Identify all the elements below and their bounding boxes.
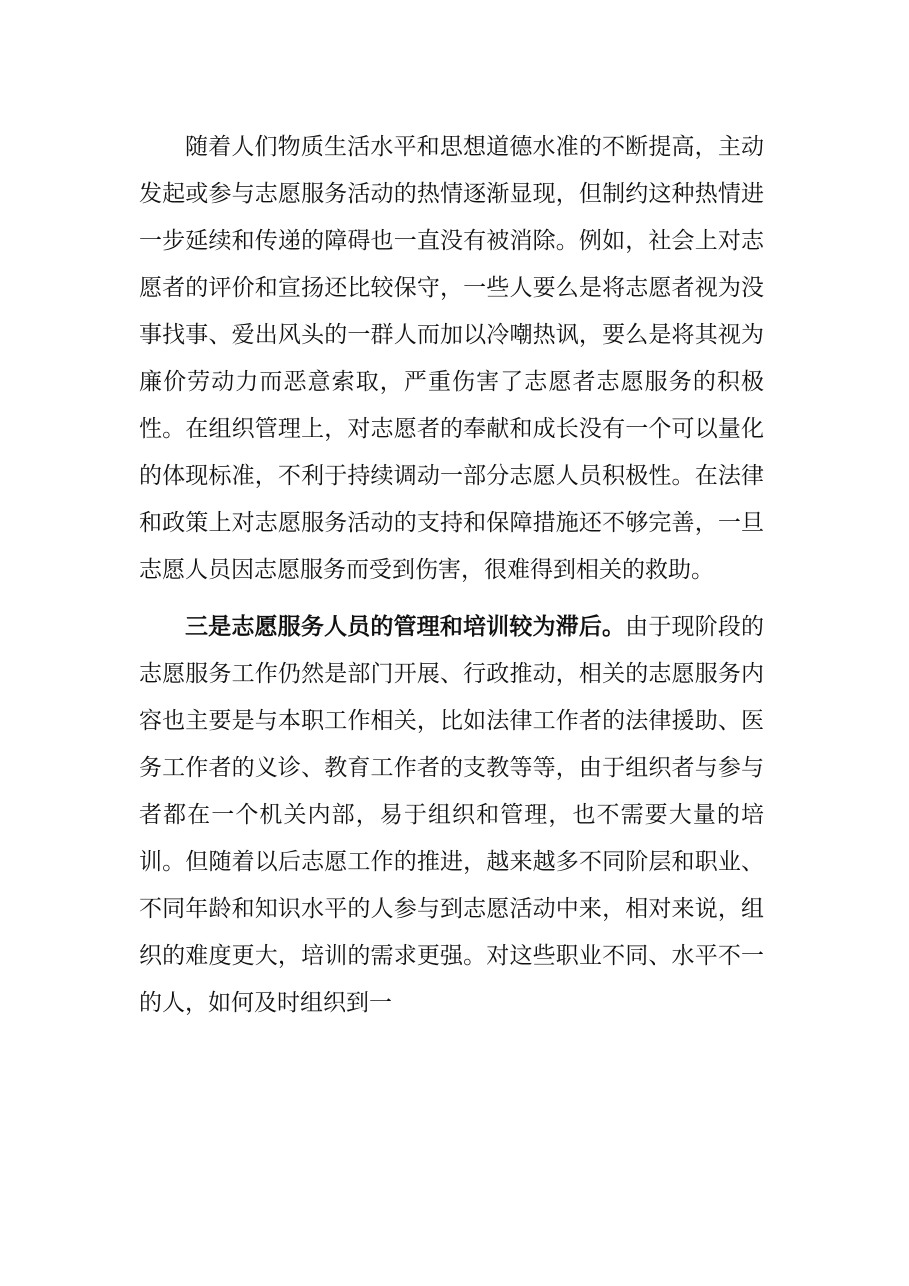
paragraph-2-text: 由于现阶段的志愿服务工作仍然是部门开展、行政推动，相关的志愿服务内容也主要是与本职工作相关，比如法律工作者的法律援助、医务工作者的义诊、教育工作者的支教等等，由于组织者与参与者都在一个机关内部，易于组织和管理，也不需要大量的培训。但随着以后志愿工作的推进，越来越多不同阶层和职业、不同年龄和知识水平的人参与到志愿活动中来，相对来说，组织的难度更大，培训的需求更强。对这些职业不同、水平不一的人，如何及时组织到一 xyxy=(139,614,765,1016)
paragraph-2 xyxy=(139,604,764,1027)
body-text xyxy=(139,124,764,1027)
paragraph-2-lead: 三是志愿服务人员的管理和培训较为滞后。 xyxy=(185,614,626,640)
paragraph-1-text: 随着人们物质生活水平和思想道德水准的不断提高，主动发起或参与志愿服务活动的热情逐渐显现，但制约这种热情进一步延续和传递的障碍也一直没有被消除。例如，社会上对志愿者的评价和宣扬还比较保守，一些人要么是将志愿者视为没事找事、爱出风头的一群人而加以冷嘲热讽，要么是将其视为廉价劳动力而恶意索取，严重伤害了志愿者志愿服务的积极性。在组织管理上，对志愿者的奉献和成长没有一个可以量化的体现标准，不利于持续调动一部分志愿人员积极性。在法律和政策上对志愿服务活动的支持和保障措施还不够完善，一旦志愿人员因志愿服务而受到伤害，很难得到相关的救助。 xyxy=(139,134,764,583)
paragraph-1 xyxy=(139,124,764,594)
